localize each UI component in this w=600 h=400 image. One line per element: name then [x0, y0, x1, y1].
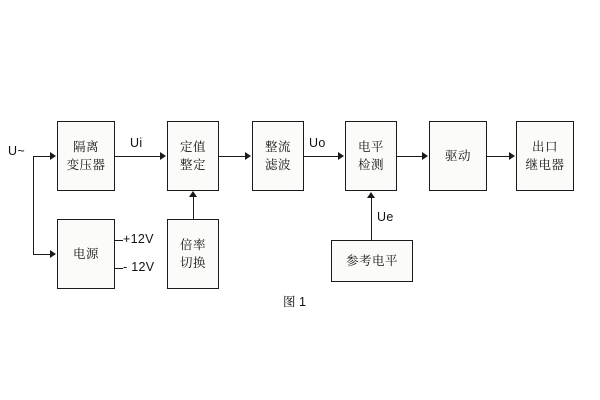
block-reference-level — [331, 240, 413, 282]
wire-branch-to-power-supply — [33, 254, 50, 255]
block-level-detect — [345, 121, 397, 191]
block-multiplier-switch-line-1: 倍率 — [179, 237, 206, 252]
wire-rectifier-to-level-detect — [304, 156, 338, 157]
arrow-isolation-to-setting — [160, 152, 166, 160]
signal-input-label: U~ — [8, 144, 25, 158]
block-output-relay-line-1: 出口 — [531, 139, 558, 154]
signal-uo-label: Uo — [309, 136, 326, 150]
wire-input-branch-vertical — [33, 156, 34, 254]
signal-minus12v-label: - 12V — [123, 260, 155, 274]
block-power-supply — [57, 219, 115, 289]
block-level-detect-line-2: 检测 — [357, 158, 384, 172]
block-rectifier-filter-line-2: 滤波 — [264, 158, 291, 172]
signal-ui-label: Ui — [130, 136, 143, 150]
wire-multiplier-to-setting — [193, 197, 194, 219]
signal-plus12v-label: +12V — [123, 232, 154, 246]
wire-power-minus12v — [115, 268, 123, 269]
wire-drive-to-output-relay — [487, 156, 509, 157]
block-drive-line-1: 驱动 — [444, 148, 471, 163]
block-rectifier-filter-line-1: 整流 — [264, 139, 291, 154]
block-power-supply-line-1: 电源 — [72, 246, 99, 261]
block-setting-adjust-line-1: 定值 — [179, 139, 206, 154]
block-setting-adjust-line-2: 整定 — [179, 158, 206, 172]
block-multiplier-switch — [167, 219, 219, 289]
arrow-reference-to-level-detect — [367, 192, 375, 198]
arrow-rectifier-to-level-detect — [338, 152, 344, 160]
block-isolation-transformer — [57, 121, 115, 191]
wire-reference-to-level-detect — [371, 198, 372, 240]
wire-setting-to-rectifier — [219, 156, 245, 157]
signal-ue-label: Ue — [377, 210, 394, 224]
block-output-relay-line-2: 继电器 — [525, 158, 565, 172]
wire-input-to-isolation — [33, 156, 50, 157]
block-drive — [429, 121, 487, 191]
block-setting-adjust — [167, 121, 219, 191]
arrow-setting-to-rectifier — [245, 152, 251, 160]
arrow-multiplier-to-setting — [189, 191, 197, 197]
arrow-input-to-isolation — [50, 152, 56, 160]
wire-power-plus12v — [115, 240, 123, 241]
block-isolation-transformer-line-1: 隔离 — [72, 139, 99, 154]
block-isolation-transformer-line-2: 变压器 — [66, 158, 106, 172]
arrow-drive-to-output-relay — [509, 152, 515, 160]
block-multiplier-switch-line-2: 切换 — [179, 256, 206, 270]
block-level-detect-line-1: 电平 — [357, 139, 384, 154]
arrow-branch-to-power-supply — [50, 250, 56, 258]
wire-level-detect-to-drive — [397, 156, 422, 157]
wire-isolation-to-setting — [115, 156, 161, 157]
block-rectifier-filter — [252, 121, 304, 191]
arrow-level-detect-to-drive — [422, 152, 428, 160]
block-output-relay — [516, 121, 574, 191]
figure-caption: 图 1 — [283, 295, 306, 309]
block-reference-level-line-1: 参考电平 — [345, 253, 398, 268]
